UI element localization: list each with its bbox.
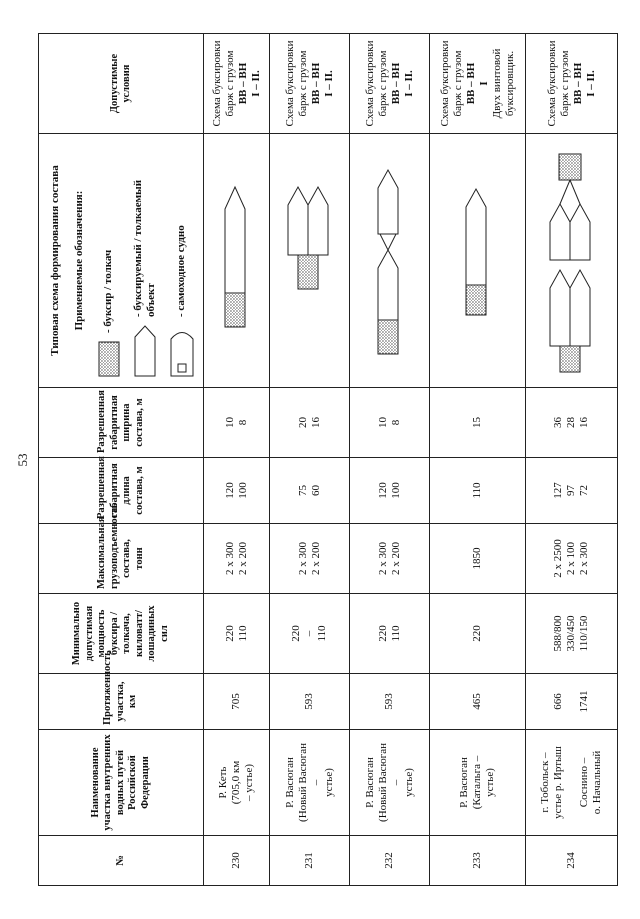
header-capacity: Максимальная грузоподъемность состава, тонн	[39, 524, 204, 594]
cell-scheme	[430, 134, 526, 388]
scheme-diagram	[278, 176, 338, 346]
conditions-text: Схема буксировки барж с грузом	[210, 40, 236, 127]
legend-title: Применяемые обозначения:	[73, 190, 85, 331]
cell-capacity: 2 х 300 2 х 200	[350, 524, 430, 594]
header-length: Протяженность участка, км	[39, 674, 204, 730]
cell-length-dim: 120 100	[350, 458, 430, 524]
table-row	[270, 34, 350, 886]
legend-label-tug: - буксир / толкач	[102, 249, 114, 333]
cell-power: 220 110	[350, 594, 430, 674]
cell-power: 588/800 330/450 110/150	[526, 594, 618, 674]
cell-section: г. Тобольск – устье р. Иртыш Соснино – о. Начальный	[526, 730, 618, 836]
cell-num: 232	[350, 836, 430, 886]
header-num: №	[39, 836, 204, 886]
cell-conditions	[350, 34, 430, 134]
cell-section: Р. Васюган (Новый Васюган – устье)	[350, 730, 430, 836]
barge-icon	[134, 325, 156, 377]
cell-width-dim: 15	[430, 388, 526, 458]
conditions-text: Схема буксировки барж с грузом	[545, 40, 571, 127]
rotated-table-container	[38, 34, 618, 886]
conditions-class: ВВ – ВН I – II.	[309, 62, 335, 105]
legend-item-self-propelled	[170, 144, 194, 377]
tug-icon	[98, 341, 120, 377]
cell-length-dim: 120 100	[204, 458, 270, 524]
cell-length: 666 1741	[526, 674, 618, 730]
cell-length-dim: 110	[430, 458, 526, 524]
cell-power: 220 – 110	[270, 594, 350, 674]
cell-section: Р. Васюган (Катальга – устье)	[430, 730, 526, 836]
table-row	[350, 34, 430, 886]
conditions-class: ВВ – ВН I – II.	[236, 62, 262, 105]
cell-length-dim: 75 60	[270, 458, 350, 524]
table-row	[526, 34, 618, 886]
cell-length-dim: 127 97 72	[526, 458, 618, 524]
cell-num: 231	[270, 836, 350, 886]
cell-conditions	[526, 34, 618, 134]
cell-scheme	[204, 134, 270, 388]
legend-item-tug	[98, 144, 120, 377]
scheme-diagram	[212, 176, 258, 346]
cell-section: Р. Васюган (Новый Васюган – устье)	[270, 730, 350, 836]
conditions-class: ВВ – ВН I – II.	[571, 62, 597, 105]
header-section: Наименование участка внутренних водных путей Российской Федерации	[39, 730, 204, 836]
cell-scheme	[526, 134, 618, 388]
cell-conditions	[430, 34, 526, 134]
conditions-text: Схема буксировки барж с грузом	[283, 40, 309, 127]
cell-length: 705	[204, 674, 270, 730]
header-power: Минимально допустимая мощность буксира / толкача, киловатт/лошадиных сил	[39, 594, 204, 674]
legend-item-barge	[132, 144, 158, 377]
scheme-diagram	[535, 141, 605, 381]
header-width-dim: Разрешенная габаритная ширина состава, м	[39, 388, 204, 458]
scheme-title: Типовая схема формирования состава	[48, 165, 61, 356]
header-length-dim: Разрешенная габаритная длина состава, м	[39, 458, 204, 524]
cell-width-dim: 20 16	[270, 388, 350, 458]
cell-power: 220	[430, 594, 526, 674]
cell-length: 593	[270, 674, 350, 730]
cell-scheme	[350, 134, 430, 388]
conditions-extra: Двух винтовой буксировщик.	[490, 48, 516, 119]
header-conditions: Допустимые условия	[39, 34, 204, 134]
cell-conditions	[204, 34, 270, 134]
waterway-table	[38, 33, 618, 886]
header-scheme	[39, 134, 204, 388]
scheme-diagram	[451, 176, 501, 346]
cell-power: 220 110	[204, 594, 270, 674]
cell-capacity: 1850	[430, 524, 526, 594]
page-number: 53	[15, 453, 30, 467]
cell-length: 465	[430, 674, 526, 730]
cell-conditions	[270, 34, 350, 134]
conditions-text: Схема буксировки барж с грузом	[438, 40, 464, 127]
cell-length: 593	[350, 674, 430, 730]
cell-section: Р. Кеть (705,0 км – устье)	[204, 730, 270, 836]
cell-width-dim: 10 8	[350, 388, 430, 458]
header-row	[39, 34, 204, 886]
cell-capacity: 2 х 300 2 х 200	[270, 524, 350, 594]
cell-capacity: 2 х 300 2 х 200	[204, 524, 270, 594]
table-row	[204, 34, 270, 886]
legend-label-self-propelled: - самоходное судно	[175, 225, 187, 317]
cell-width-dim: 10 8	[204, 388, 270, 458]
cell-num: 230	[204, 836, 270, 886]
scheme-diagram	[358, 161, 418, 361]
scheme-legend	[45, 138, 198, 383]
self-propelled-icon	[170, 325, 194, 377]
cell-scheme	[270, 134, 350, 388]
conditions-class: ВВ – ВН I – II.	[389, 62, 415, 105]
cell-num: 234	[526, 836, 618, 886]
table-row	[430, 34, 526, 886]
conditions-class: ВВ – ВН I	[464, 62, 490, 105]
legend-label-barge: - буксируемый / толкаемый объект	[131, 179, 157, 317]
cell-width-dim: 36 28 16	[526, 388, 618, 458]
cell-capacity: 2 х 2500 2 х 100 2 х 300	[526, 524, 618, 594]
cell-num: 233	[430, 836, 526, 886]
conditions-text: Схема буксировки барж с грузом	[363, 40, 389, 127]
